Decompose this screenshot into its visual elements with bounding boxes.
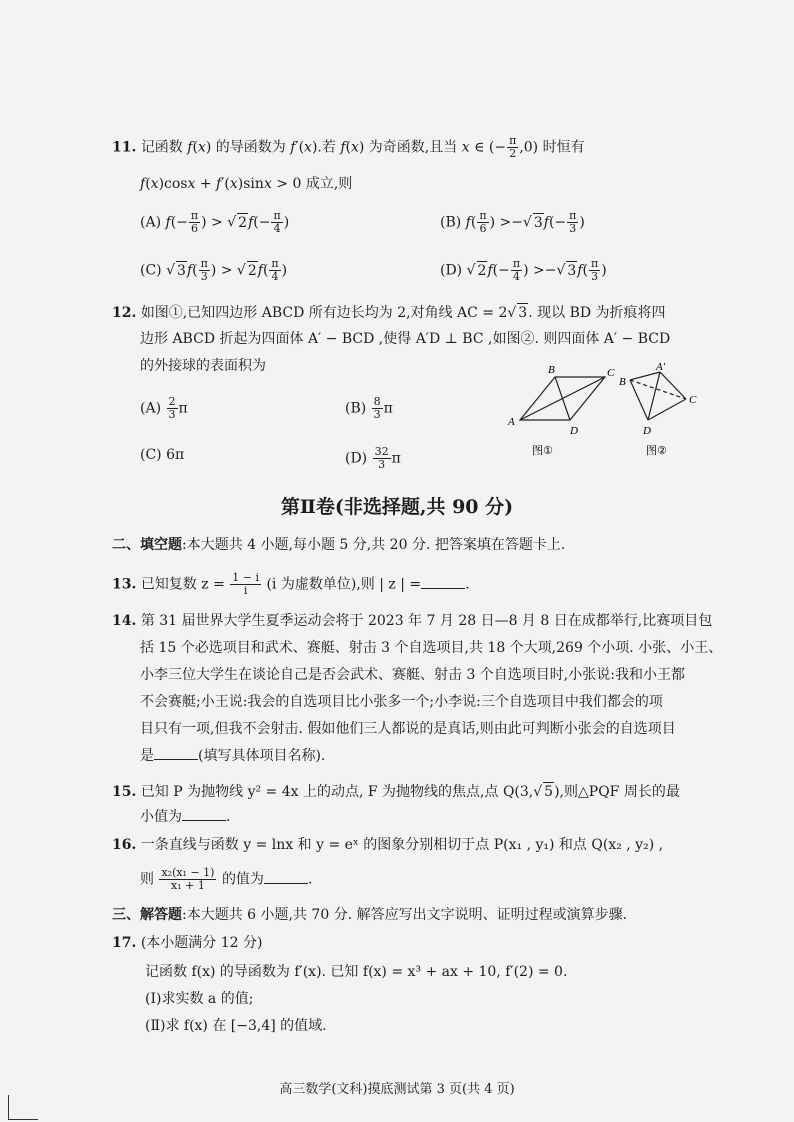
q16-fraction: $\frac{\text{x₂(x₁ − 1)}}{\text{x₁ + 1}}$ <box>161 866 215 892</box>
q12-line1: 12. 如图①,已知四边形 ABCD 所有边长均为 2,对角线 AC = 2√ 3. 现以 BD 为折痕将四 <box>112 305 666 321</box>
q12-option-a: (A) $\frac{2}{3}$ π <box>140 395 188 421</box>
q11-option-d: (D) √ 2f(− $\frac{\pi}{4}$ ) >−√ 3f( $\frac{\pi}{3}$ ) <box>440 257 607 283</box>
q16-line1: 16. 一条直线与函数 y = lnx 和 y = eˣ 的图象分别相切于点 P(x₁ , y₁) 和点 Q(x₂ , y₂) , <box>112 837 664 853</box>
q11-line2: f(x)cosx + f′(x)sinx > 0 成立,则 <box>140 176 353 192</box>
q14-line1: 14. 第 31 届世界大学生夏季运动会将于 2023 年 7 月 28 日—8 月 8 日在成都举行,比赛项目包 <box>112 613 713 629</box>
fig1-caption: 图① <box>532 444 553 457</box>
q17-part2: (Ⅱ)求 f(x) 在 [−3,4] 的值域. <box>145 1018 327 1034</box>
q12-line2: 边形 ABCD 折起为四面体 A′ − BCD ,使得 A′D ⊥ BC ,如图②. 则四面体 A′ − BCD <box>140 331 671 347</box>
q14-line2: 括 15 个必选项目和武术、赛艇、射击 3 个自选项目,共 18 个大项,269 个小项. 小张、小王、 <box>140 640 723 656</box>
fig1-label-B: B <box>548 364 555 376</box>
q11-option-c: (C) √ 3f( $\frac{\pi}{3}$ ) > √ 2f( $\frac{\pi}{4}$ ) <box>140 257 288 283</box>
fig2-label-D: D <box>643 425 651 437</box>
figure-1-quadrilateral <box>520 377 605 420</box>
q14-line3: 小李三位大学生在谈论自己是否会武术、赛艇、射击 3 个自选项目时,小张说:我和小王都 <box>140 667 685 683</box>
q17-line1: 记函数 f(x) 的导函数为 f′(x). 已知 f(x) = x³ + ax + 10, f′(2) = 0. <box>145 964 568 980</box>
q14-line4: 不会赛艇;小王说:我会的自选项目比小张多一个;小李说:三个自选项目中我们都会的项 <box>140 694 663 710</box>
q13: 13. 已知复数 z = $\frac{1 - i}{i}$ (i 为虚数单位),则 | z | = . <box>112 571 470 597</box>
q11-option-b: (B) f( $\frac{\pi}{6}$ ) >−√ 3f(− $\frac{\pi}{3}$ ) <box>440 209 585 235</box>
q15-line2: 小值为 . <box>140 809 231 825</box>
q13-fraction: $\frac{1 - i}{i}$ <box>232 571 260 597</box>
q16-answer-blank <box>264 871 308 884</box>
q16-line2: 则 $\frac{\text{x₂(x₁ − 1)}}{\text{x₁ + 1}}$ 的值为 . <box>140 866 313 892</box>
fig2-label-C: C <box>689 394 697 406</box>
q15-answer-blank <box>182 808 226 821</box>
figure-2-tetrahedron <box>630 372 686 420</box>
fig2-label-A-prime: A′ <box>656 362 666 373</box>
q12-number: 12. <box>112 305 137 321</box>
q12-line3: 的外接球的表面积为 <box>140 358 266 374</box>
q11-number: 11. <box>112 139 137 156</box>
fig2-caption: 图② <box>646 444 667 457</box>
q13-answer-blank <box>421 576 465 589</box>
scan-edge-mark <box>8 1095 9 1120</box>
q17-part1: (Ⅰ)求实数 a 的值; <box>145 991 254 1007</box>
page-footer: 高三数学(文科)摸底测试第 3 页(共 4 页) <box>279 1082 515 1097</box>
q14-line5: 目只有一项,但我不会射击. 假如他们三人都说的是真话,则由此可判断小张会的自选项目 <box>140 721 676 737</box>
q12-figures <box>500 362 710 462</box>
pi-over-2: $\frac{\pi}{2}$ <box>509 134 517 160</box>
scan-edge-mark <box>8 1119 38 1120</box>
q17-header: 17. (本小题满分 12 分) <box>112 935 263 951</box>
q11-line1: 11. 记函数 f(x) 的导函数为 f′(x).若 f(x) 为奇函数,且当 x ∈ (− $\frac{\pi}{2}$ ,0) 时恒有 <box>112 134 585 160</box>
fig1-label-D: D <box>570 425 578 437</box>
fig2-label-B: B <box>619 376 626 388</box>
q11-option-a: (A) f(− $\frac{\pi}{6}$ ) > √ 2f(− $\frac{\pi}{4}$ ) <box>140 209 290 235</box>
part2-header: 二、填空题:本大题共 4 小题,每小题 5 分,共 20 分. 把答案填在答题卡上. <box>112 537 566 553</box>
q14-line6: 是 (填写具体项目名称). <box>140 748 326 764</box>
fig1-label-C: C <box>607 367 615 379</box>
part3-header: 三、解答题:本大题共 6 小题,共 70 分. 解答应写出文字说明、证明过程或演算步骤. <box>112 907 628 923</box>
q12-option-d: (D) $\frac{32}{3}$ π <box>345 445 401 471</box>
q15-line1: 15. 已知 P 为抛物线 y² = 4x 上的动点, F 为抛物线的焦点,点 Q(3,√ 5),则△PQF 周长的最 <box>112 784 680 800</box>
section-title: 第Ⅱ卷(非选择题,共 90 分) <box>280 496 514 518</box>
fig1-label-A: A <box>508 416 515 428</box>
q12-option-b: (B) $\frac{8}{3}$ π <box>345 395 393 421</box>
q12-option-c: (C) 6π <box>140 447 185 463</box>
q14-answer-blank <box>154 747 198 760</box>
